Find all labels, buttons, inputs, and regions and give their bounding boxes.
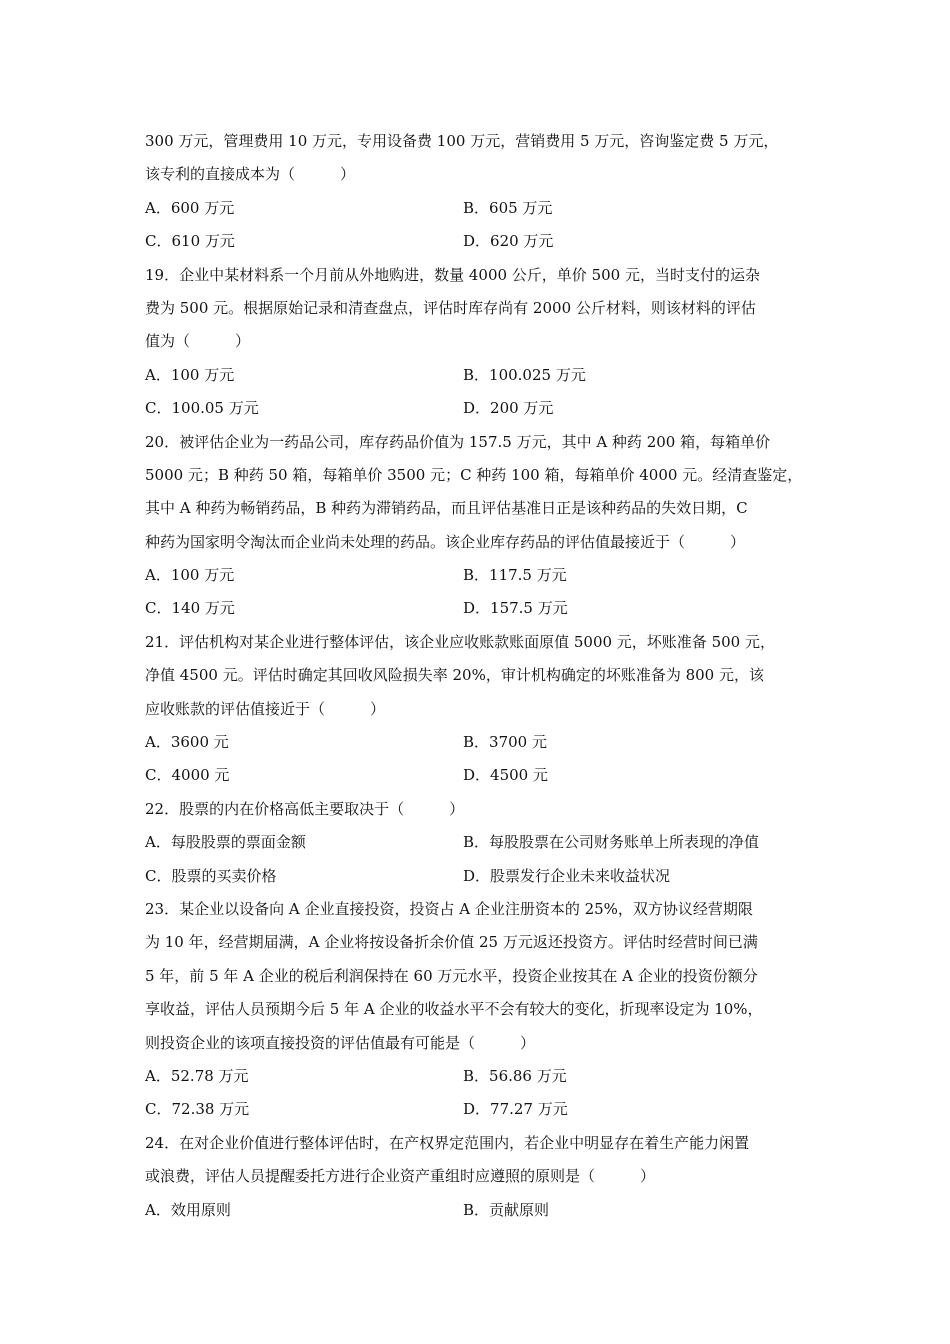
option-row (145, 1194, 813, 1227)
option-d: D．4500 元 (463, 766, 548, 785)
question-text: 费为 500 元。根据原始记录和清查盘点，评估时库存尚有 2000 公斤材料，则该材料的评估 (145, 298, 756, 317)
question-text: 则投资企业的该项直接投资的评估值最有可能是（ ） (145, 1033, 536, 1052)
option-b: B．100.025 万元 (463, 365, 586, 384)
option-row (145, 192, 813, 225)
question-19 (145, 259, 813, 426)
option-a: A．52.78 万元 (145, 1066, 249, 1085)
option-a: A．效用原则 (145, 1200, 231, 1219)
option-b: B．3700 元 (463, 733, 547, 752)
question-text: 23．某企业以设备向 A 企业直接投资，投资占 A 企业注册资本的 25%，双方协议经营期限 (145, 899, 753, 918)
option-c: C．100.05 万元 (145, 399, 259, 418)
question-24 (145, 1127, 813, 1227)
question-text: 300 万元，管理费用 10 万元，专用设备费 100 万元，营销费用 5 万元，咨询鉴定费 5 万元， (145, 132, 779, 150)
question-list (145, 125, 813, 1227)
question-21 (145, 626, 813, 793)
option-c: C．610 万元 (145, 232, 235, 251)
question-text: 24．在对企业价值进行整体评估时，在产权界定范围内，若企业中明显存在着生产能力闲置 (145, 1133, 750, 1152)
question-text: 享收益，评估人员预期今后 5 年 A 企业的收益水平不会有较大的变化，折现率设定为 10%， (145, 1000, 763, 1019)
option-d: D．股票发行企业未来收益状况 (463, 866, 671, 885)
option-d: D．157.5 万元 (463, 599, 568, 618)
question-text: 或浪费，评估人员提醒委托方进行企业资产重组时应遵照的原则是（ ） (145, 1167, 656, 1186)
option-a: A．每股股票的票面金额 (145, 833, 306, 852)
option-row (145, 1060, 813, 1093)
option-row (145, 826, 813, 859)
option-row (145, 392, 813, 425)
question-text: 应收账款的评估值接近于（ ） (145, 699, 386, 718)
question-text: 为 10 年，经营期届满，A 企业将按设备折余价值 25 万元返还投资方。评估时经营时间已满 (145, 933, 758, 952)
option-a: A．600 万元 (145, 198, 235, 217)
option-row (145, 1093, 813, 1126)
question-text: 5000 元；B 种药 50 箱，每箱单价 3500 元；C 种药 100 箱，每箱单价 4000 元。经清查鉴定， (145, 465, 803, 484)
question-23 (145, 893, 813, 1127)
option-d: D．200 万元 (463, 399, 554, 418)
question-text: 值为（ ） (145, 332, 251, 351)
option-c: C．140 万元 (145, 599, 235, 618)
option-a: A．100 万元 (145, 566, 235, 585)
option-d: D．77.27 万元 (463, 1100, 568, 1119)
question-text: 其中 A 种药为畅销药品，B 种药为滞销药品，而且评估基准日正是该种药品的失效日期，C (145, 499, 748, 518)
question-text: 该专利的直接成本为（ ） (145, 165, 356, 184)
option-b: B．605 万元 (463, 198, 553, 217)
question-22 (145, 793, 813, 893)
question-18-continued (145, 125, 813, 259)
option-row (145, 592, 813, 625)
option-b: B．56.86 万元 (463, 1066, 567, 1085)
question-text: 5 年，前 5 年 A 企业的税后利润保持在 60 万元水平，投资企业按其在 A 企业的投资份额分 (145, 966, 758, 985)
option-row (145, 860, 813, 893)
question-text: 21．评估机构对某企业进行整体评估，该企业应收账款账面原值 5000 元，坏账准备 500 元， (145, 632, 775, 651)
option-c: C．72.38 万元 (145, 1100, 250, 1119)
option-d: D．620 万元 (463, 232, 554, 251)
option-c: C．股票的买卖价格 (145, 866, 277, 885)
question-text: 19．企业中某材料系一个月前从外地购进，数量 4000 公斤，单价 500 元，当时支付的运杂 (145, 265, 760, 284)
option-c: C．4000 元 (145, 766, 230, 785)
question-text: 22．股票的内在价格高低主要取决于（ ） (145, 799, 465, 818)
option-a: A．100 万元 (145, 365, 235, 384)
question-text: 20．被评估企业为一药品公司，库存药品价值为 157.5 万元，其中 A 种药 200 箱，每箱单价 (145, 432, 771, 451)
question-text: 净值 4500 元。评估时确定其回收风险损失率 20%，审计机构确定的坏账准备为 800 元，该 (145, 666, 764, 685)
option-b: B．每股股票在公司财务账单上所表现的净值 (463, 833, 760, 852)
option-row (145, 225, 813, 258)
option-b: B．117.5 万元 (463, 566, 567, 585)
option-a: A．3600 元 (145, 733, 229, 752)
question-text: 种药为国家明令淘汰而企业尚未处理的药品。该企业库存药品的评估值最接近于（ ） (145, 532, 746, 551)
option-row (145, 359, 813, 392)
option-row (145, 759, 813, 792)
option-row (145, 559, 813, 592)
option-b: B．贡献原则 (463, 1200, 550, 1219)
question-20 (145, 426, 813, 626)
option-row (145, 726, 813, 759)
